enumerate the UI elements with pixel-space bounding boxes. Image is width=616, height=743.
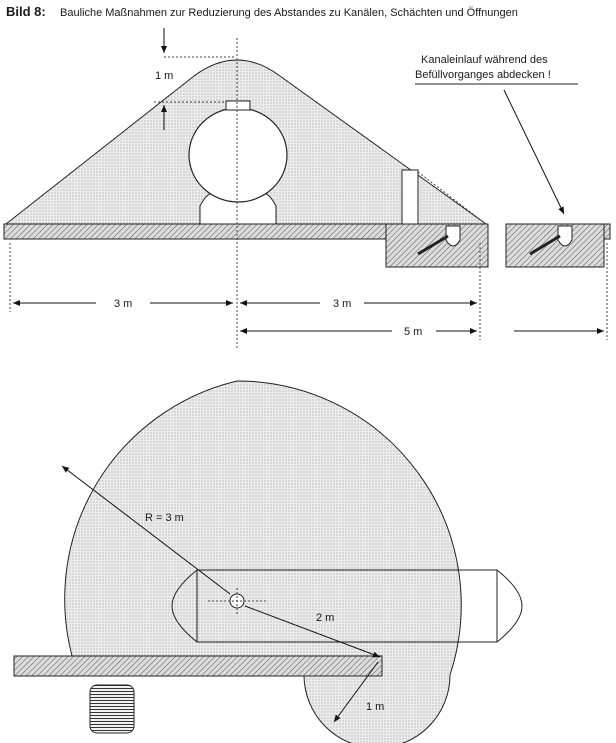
- tank-body: [189, 108, 287, 202]
- drain-cavity-main: [446, 226, 460, 246]
- ground-pit-right: [506, 224, 604, 267]
- note-line-2: Befüllvorganges abdecken !: [415, 69, 551, 81]
- radius-label: R = 3 m: [145, 512, 184, 524]
- ground-pit-main: [386, 224, 488, 267]
- figure-caption: Bauliche Maßnahmen zur Reduzierung des Abstandes zu Kanälen, Schächten und Öffnungen: [60, 7, 518, 19]
- drain-cavity-right: [558, 226, 572, 246]
- small-radius-label: 1 m: [366, 701, 385, 713]
- offset-label: 2 m: [316, 612, 335, 624]
- note-line-1: Kanaleinlauf während des: [421, 54, 548, 66]
- dim-total-label: 5 m: [404, 326, 423, 338]
- height-label: 1 m: [155, 70, 174, 82]
- figure-number: Bild 8:: [6, 4, 46, 19]
- tank-dome: [226, 101, 250, 110]
- vent-post: [402, 170, 418, 224]
- dim-right-label: 3 m: [333, 298, 352, 310]
- wall-strip: [14, 656, 382, 676]
- shaft-cover: [90, 685, 134, 733]
- dim-left-label: 3 m: [114, 298, 133, 310]
- note-pointer-arrow: [504, 90, 564, 214]
